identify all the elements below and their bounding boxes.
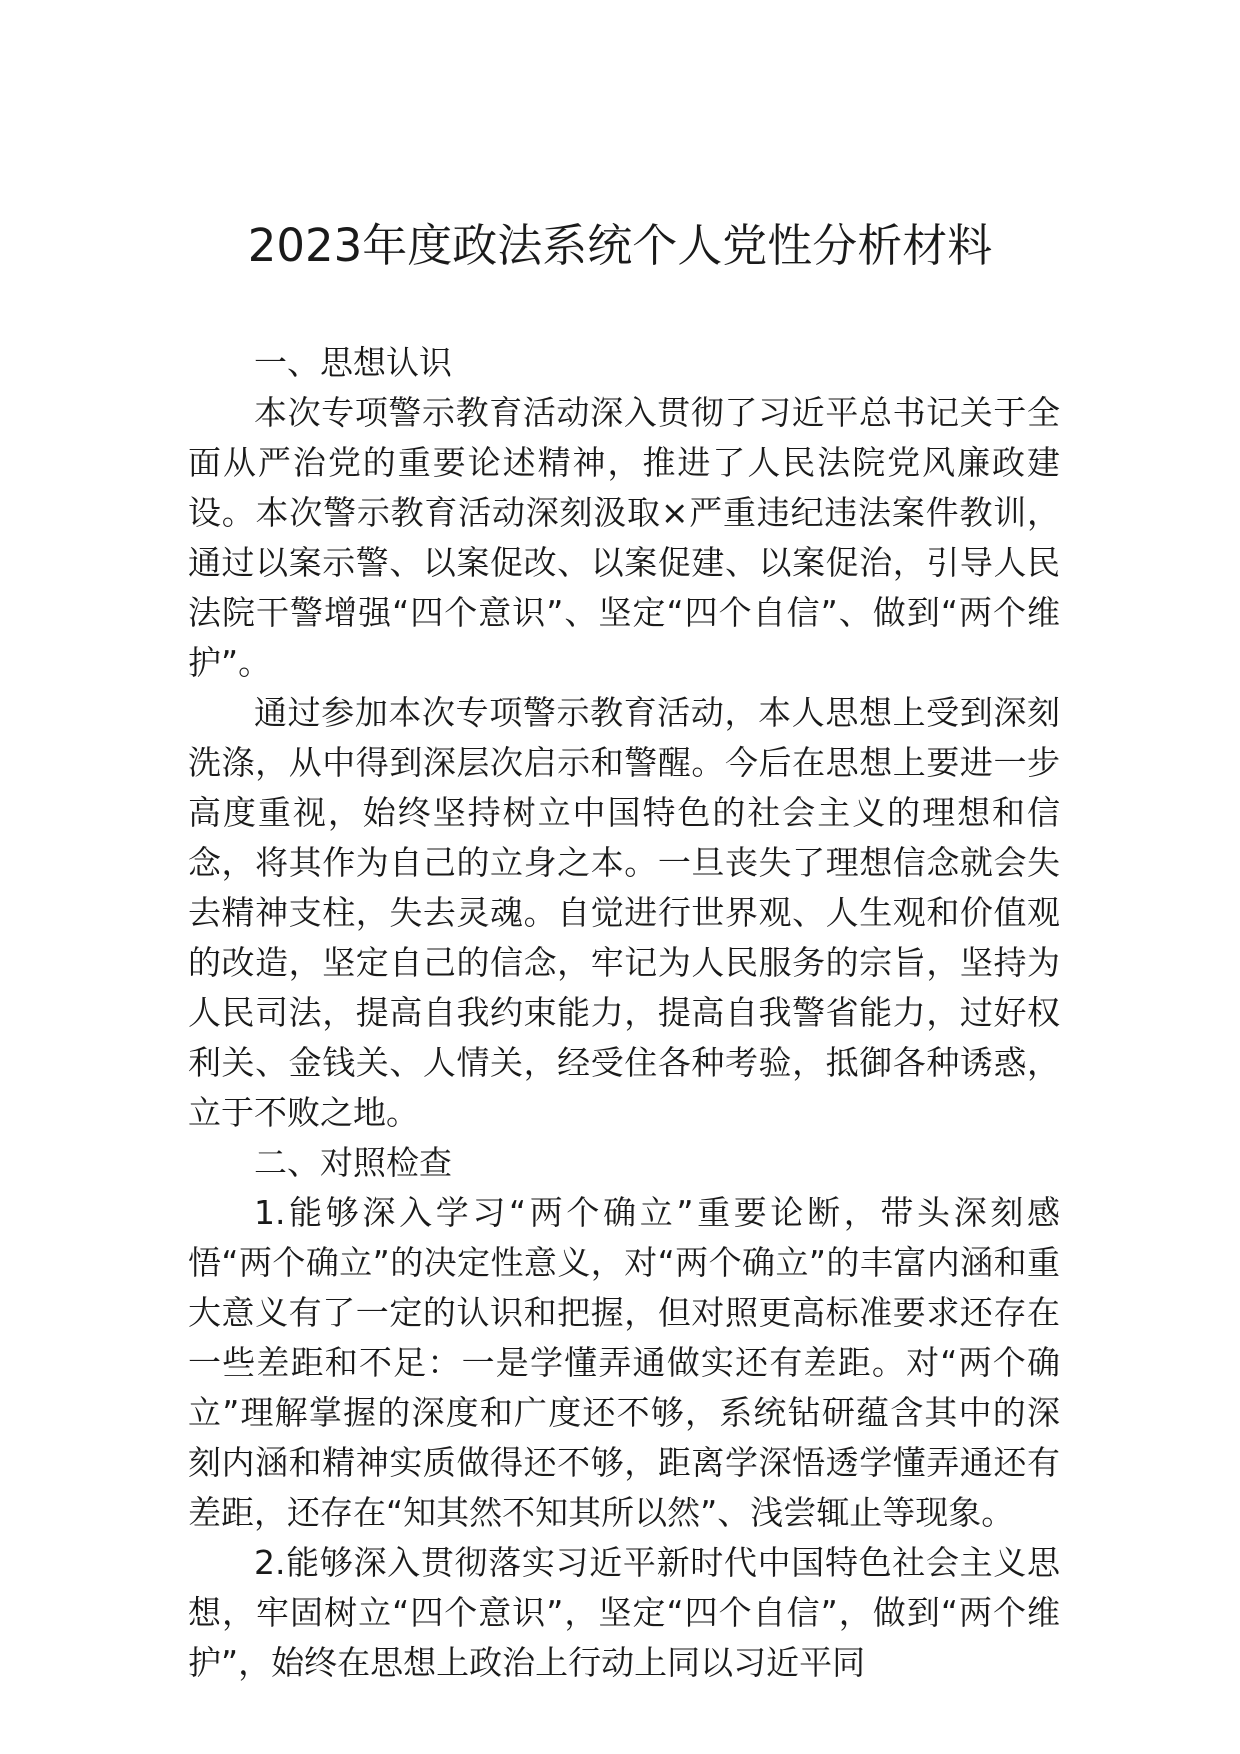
paragraph: 本次专项警示教育活动深入贯彻了习近平总书记关于全面从严治党的重要论述精神，推进了人民法院党风廉政建设。本次警示教育活动深刻汲取×严重违纪违法案件教训，通过以案示警、以案促改、以案促建、以案促治，引导人民法院干警增强“四个意识”、坚定“四个自信”、做到“两个维护”。 — [188, 393, 1060, 682]
section-heading-check: 二、对照检查 — [254, 1143, 452, 1182]
section-heading-thinking: 一、思想认识 — [254, 343, 452, 382]
paragraph: 2.能够深入贯彻落实习近平新时代中国特色社会主义思想，牢固树立“四个意识”，坚定“四个自信”，做到“两个维护”，始终在思想上政治上行动上同以习近平同 — [188, 1543, 1060, 1682]
document-title: 2023年度政法系统个人党性分析材料 — [247, 219, 993, 272]
paragraph: 通过参加本次专项警示教育活动，本人思想上受到深刻洗涤，从中得到深层次启示和警醒。今后在思想上要进一步高度重视，始终坚持树立中国特色的社会主义的理想和信念，将其作为自己的立身之本。一旦丧失了理想信念就会失去精神支柱，失去灵魂。自觉进行世界观、人生观和价值观的改造，坚定自己的信念，牢记为人民服务的宗旨，坚持为人民司法，提高自我约束能力，提高自我警省能力，过好权利关、金钱关、人情关，经受住各种考验，抵御各种诱惑，立于不败之地。 — [188, 693, 1060, 1132]
paragraph: 1.能够深入学习“两个确立”重要论断，带头深刻感悟“两个确立”的决定性意义，对“两个确立”的丰富内涵和重大意义有了一定的认识和把握，但对照更高标准要求还存在一些差距和不足：一是学懂弄通做实还有差距。对“两个确立”理解掌握的深度和广度还不够，系统钻研蕴含其中的深刻内涵和精神实质做得还不够，距离学深悟透学懂弄通还有差距，还存在“知其然不知其所以然”、浅尝辄止等现象。 — [188, 1193, 1060, 1532]
document-body — [188, 338, 1060, 1688]
